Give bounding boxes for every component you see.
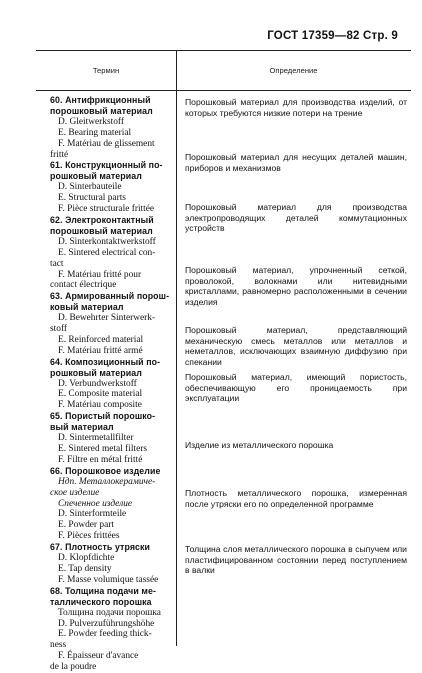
definition-text: Порошковый материал для производства электропроводящих деталей коммутационных устройств xyxy=(185,202,407,234)
term-heading-line: 61. Конструкционный по- xyxy=(50,160,163,171)
term-line: порошковый материал xyxy=(50,105,153,116)
term-line: Спеченное изделие xyxy=(58,498,133,509)
term-line: D. Sintermetallfilter xyxy=(58,433,134,444)
term-line: F. Matériau fritté pour xyxy=(58,269,142,280)
term-line: D. Sinterbauteile xyxy=(58,182,122,193)
term-line: E. Composite material xyxy=(58,389,143,400)
term-entry xyxy=(50,291,178,356)
term-line: F. Matériau composite xyxy=(58,400,142,411)
terms-column xyxy=(50,95,178,673)
term-line: Толщина подачи порошка xyxy=(58,607,161,618)
definition-text: Порошковый материал для несущих деталей машин, приборов и механизмов xyxy=(185,152,407,173)
term-heading-line: 68. Толщина подачи ме- xyxy=(50,585,157,596)
terms-table xyxy=(36,50,411,673)
term-line: D. Gleitwerkstoff xyxy=(58,116,124,127)
definition-text: Порошковый материал, имеющий пористость, обеспечивающую его проницаемость при эксплуатации xyxy=(185,372,407,404)
term-line: F. Matériau fritté armé xyxy=(58,345,143,356)
term-line: fritté xyxy=(50,149,69,160)
term-line: D. Bewehrter Sinterwerk- xyxy=(58,313,156,324)
term-heading-line: 66. Порошковое изделие xyxy=(50,465,161,476)
column-header-definition: Определение xyxy=(269,65,318,75)
term-line: F. Pièces frittées xyxy=(58,531,120,542)
term-heading-line: 64. Композиционный по- xyxy=(50,356,161,367)
term-line: E. Structural parts xyxy=(58,193,126,204)
definition-text: Порошковый материал, представляющий механическую смесь металлов или металлов и неметаллов, исключающих взаимную диффузию при спекании xyxy=(185,325,407,367)
term-line: таллического порошка xyxy=(50,596,152,607)
term-entry xyxy=(50,542,178,586)
term-line: stoff xyxy=(50,324,68,335)
term-line: D. Verbundwerkstoff xyxy=(58,378,137,389)
definition-text: Порошковый материал для производства изделий, от которых требуются низкие потери на трение xyxy=(185,97,407,118)
definition-text: Изделие из металлического порошка xyxy=(185,440,334,450)
term-line: F. Épaisseur d'avance xyxy=(58,651,139,662)
term-entry xyxy=(50,160,178,215)
term-line: D. Klopfdichte xyxy=(58,553,115,564)
term-entry xyxy=(50,586,178,673)
term-line: F. Filtre en métal fritté xyxy=(58,454,143,465)
definition-text: Толщина слоя металлического порошка в сыпучем или пластифицированном состоянии перед поступлением в валки xyxy=(185,544,407,576)
term-line: E. Reinforced material xyxy=(58,334,144,345)
term-line: D. Sinterkontaktwerkstoff xyxy=(58,236,156,247)
term-line: порошковый материал xyxy=(50,225,153,236)
definition-text: Порошковый материал, упрочненный сеткой, проволокой, волокнами или нитевидными кристаллами, равномерно расположенными в сечении изделия xyxy=(185,265,407,307)
definition-text: Плотность металлического порошка, измеренная после утряски его по определенной программе xyxy=(185,488,407,509)
standard-header: ГОСТ 17359—82 Стр. 9 xyxy=(267,30,398,42)
term-entry xyxy=(50,466,178,542)
term-entry xyxy=(50,411,178,466)
term-line: D. Sinterformteile xyxy=(58,509,127,520)
term-heading-line: 65. Пористый порошко- xyxy=(50,411,156,422)
column-header-term: Термин xyxy=(92,65,120,75)
table-header-rule xyxy=(36,90,411,91)
term-line: E. Sintered electrical con- xyxy=(58,247,156,258)
term-line: рошковый материал xyxy=(50,171,142,182)
term-line: ness xyxy=(50,640,67,651)
term-line: F. Pièce structurale frittée xyxy=(58,204,155,215)
term-entry xyxy=(50,95,178,160)
term-line: E. Bearing material xyxy=(58,127,132,138)
term-line: ское изделие xyxy=(50,487,100,498)
term-heading-line: 67. Плотность утряски xyxy=(50,542,151,553)
term-line: contact électrique xyxy=(50,280,117,291)
term-line: ковый материал xyxy=(50,302,124,313)
term-line: F. Masse volumique tassée xyxy=(58,574,159,585)
term-line: E. Powder feeding thick- xyxy=(58,629,152,640)
term-line: рошковый материал xyxy=(50,367,142,378)
term-heading-line: 63. Армированный порош- xyxy=(50,291,170,302)
term-line: E. Tap density xyxy=(58,563,112,574)
term-line: tact xyxy=(50,258,64,269)
term-entry xyxy=(50,215,178,291)
term-line: de la poudre xyxy=(50,662,97,673)
term-heading-line: 62. Электроконтактный xyxy=(50,214,154,225)
term-line: D. Pulverzuführungshöhe xyxy=(58,618,155,629)
term-line: E. Sintered metal filters xyxy=(58,444,148,454)
term-line: F. Matériau de glissement xyxy=(58,138,155,149)
term-line: E. Powder part xyxy=(58,520,114,531)
term-line: вый материал xyxy=(50,422,114,433)
term-entry xyxy=(50,357,178,412)
term-heading-line: 60. Антифрикционный xyxy=(50,95,151,105)
term-line: Ндп. Металлокерамиче- xyxy=(58,476,156,487)
